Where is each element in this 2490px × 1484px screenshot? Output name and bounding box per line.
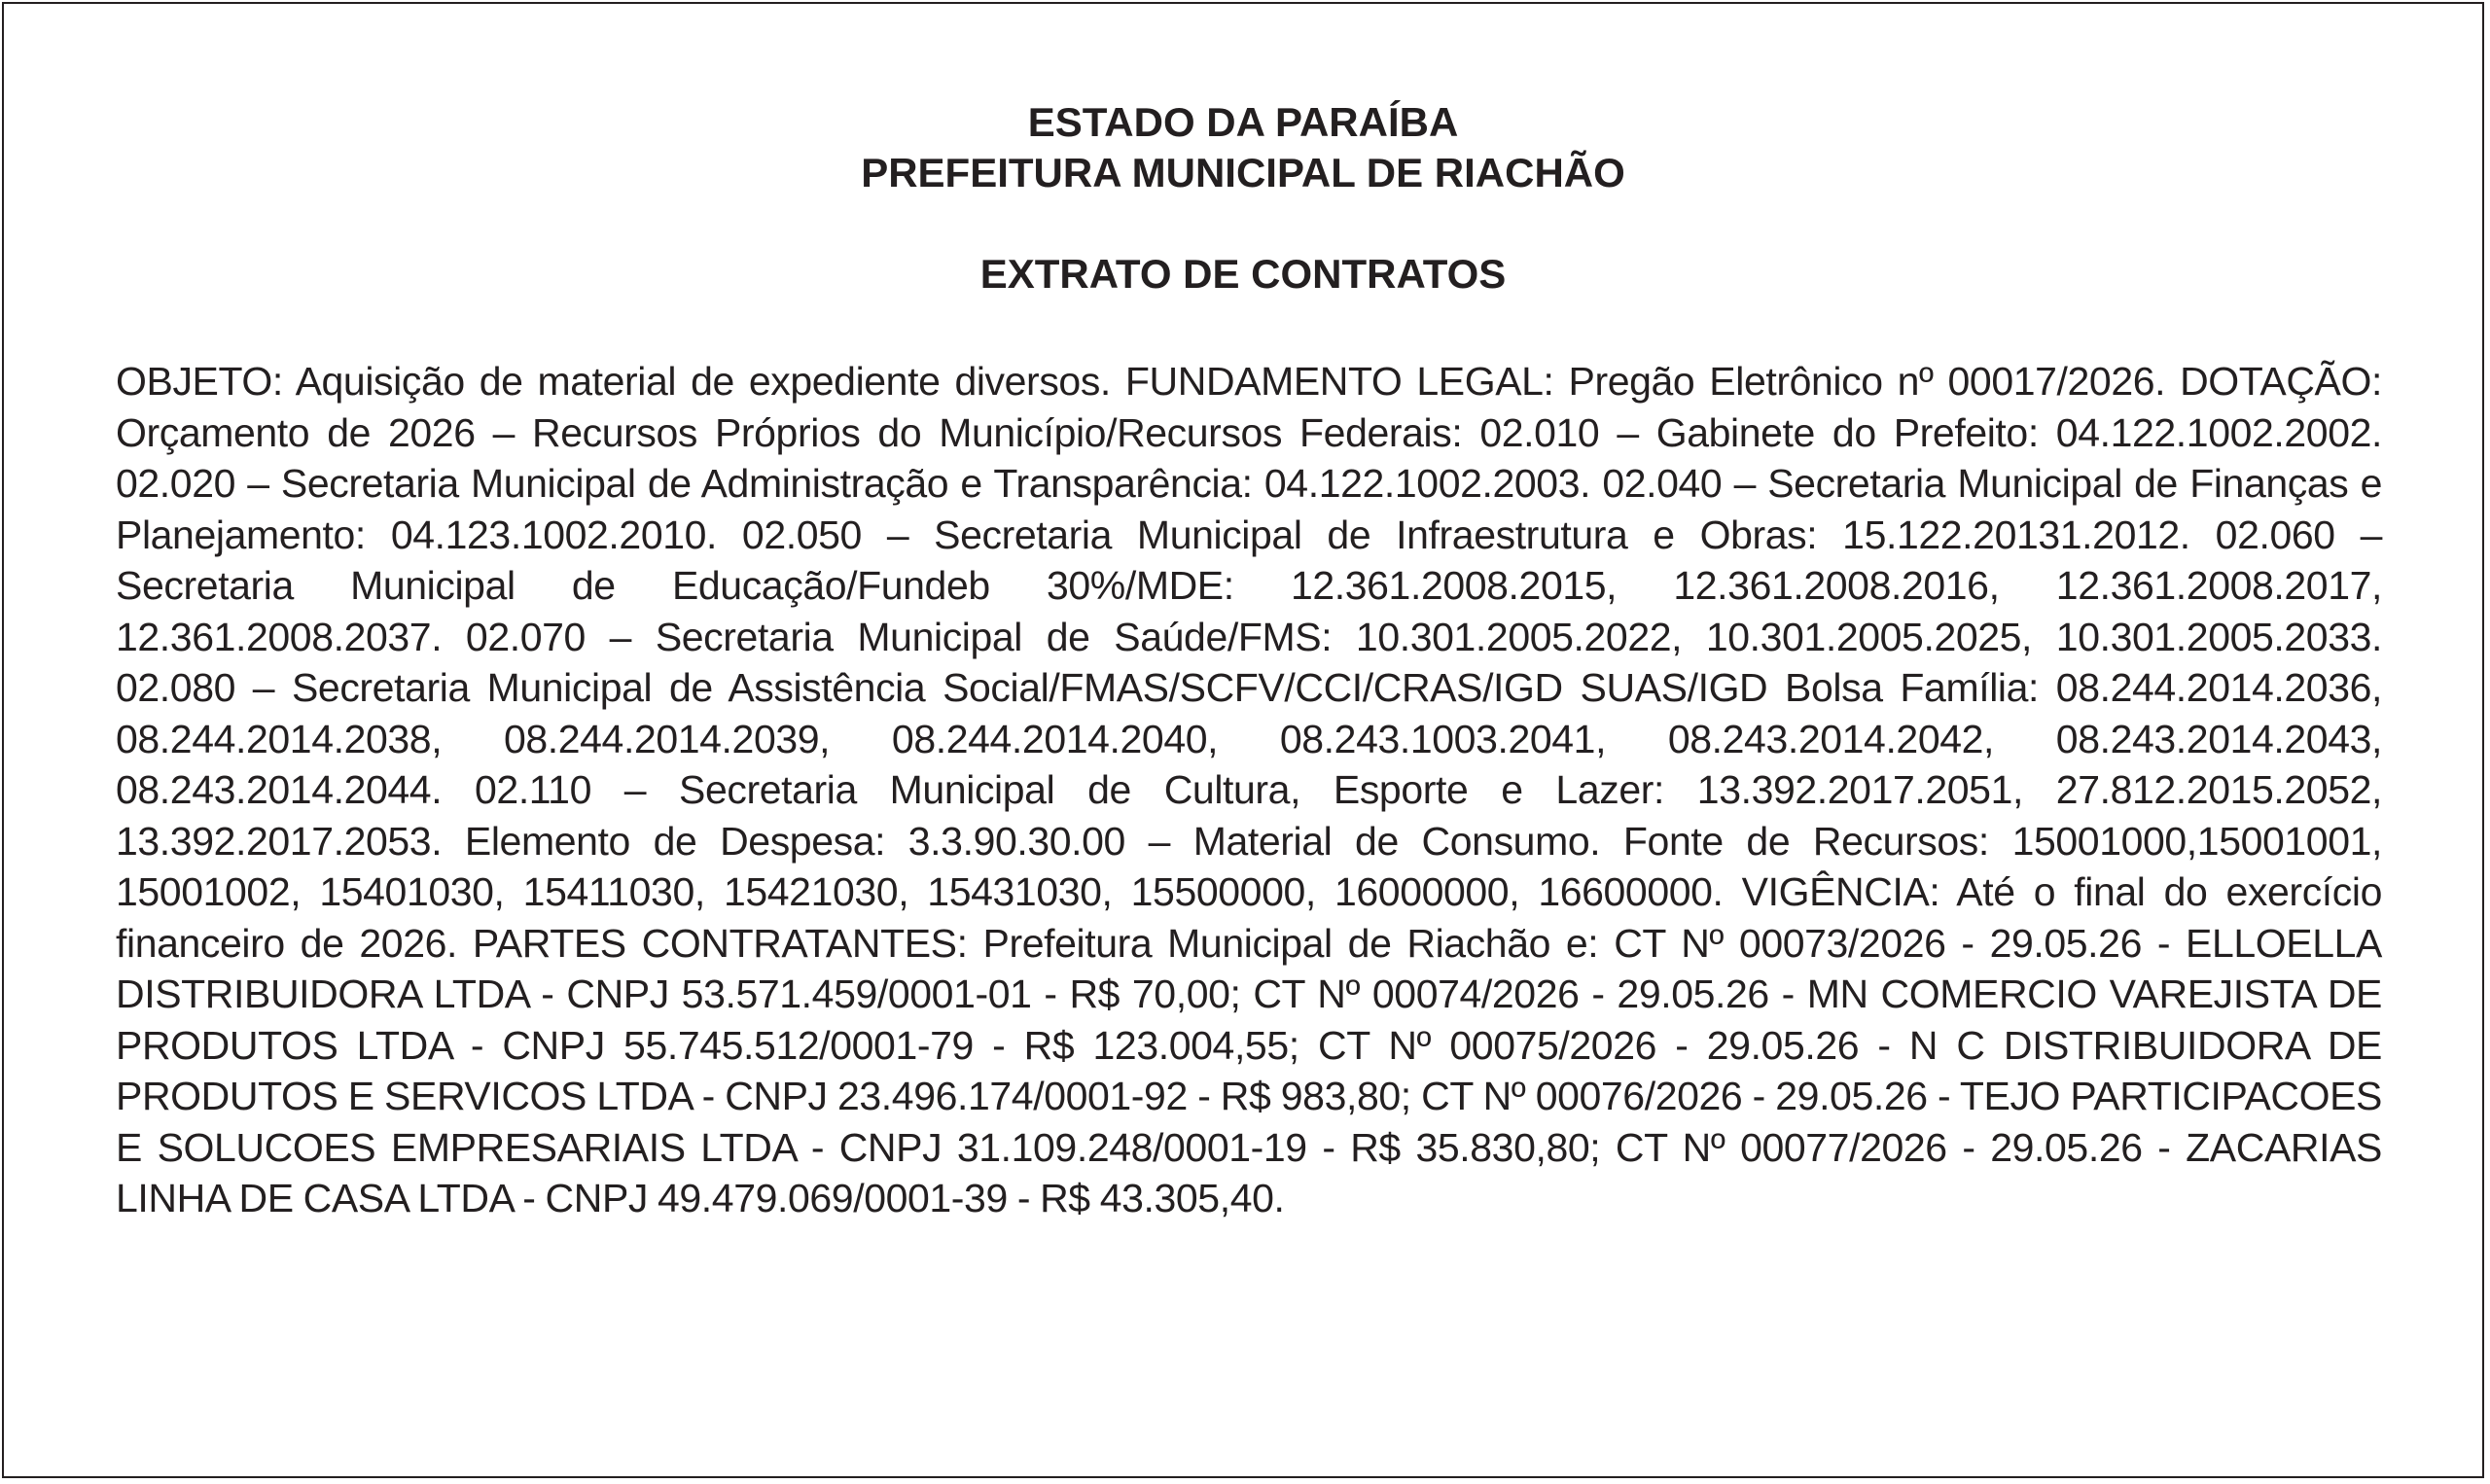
document-title: EXTRATO DE CONTRATOS [979, 251, 1507, 297]
header-state: ESTADO DA PARAÍBA [1027, 99, 1459, 145]
document-header [4, 97, 2482, 300]
header-municipality: PREFEITURA MUNICIPAL DE RIACHÃO [861, 150, 1625, 195]
document-frame [2, 2, 2484, 1478]
contract-extract-body: OBJETO: Aquisição de material de expediente diversos. FUNDAMENTO LEGAL: Pregão Eletrônico nº 00017/2026. DOTAÇÃO: Orçamento de 2026 – Recursos Próprios do Município/Recursos Federais: 02.010 – Gabinete do Prefeito: 04.122.1002.2002. 02.020 – Secretaria Municipal de Administração e Transparência: 04.122.1002.2003. 02.040 – Secretaria Municipal de Finanças e Planejamento: 04.123.1002.2010. 02.050 – Secretaria Municipal de Infraestrutura e Obras: 15.122.20131.2012. 02.060 – Secretaria Municipal de Educação/Fundeb 30%/MDE: 12.361.2008.2015, 12.361.2008.2016, 12.361.2008.2017, 12.361.2008.2037. 02.070 – Secretaria Municipal de Saúde/FMS: 10.301.2005.2022, 10.301.2005.2025, 10.301.2005.2033. 02.080 – Secretaria Municipal de Assistência Social/FMAS/SCFV/CCI/CRAS/IGD SUAS/IGD Bolsa Família: 08.244.2014.2036, 08.244.2014.2038, 08.244.2014.2039, 08.244.2014.2040, 08.243.1003.2041, 08.243.2014.2042, 08.243.2014.2043, 08.243.2014.2044. 02.110 – Secretaria Municipal de Cultura, Esporte e Lazer: 13.392.2017.2051, 27.812.2015.2052, 13.392.2017.2053. Elemento de Despesa: 3.3.90.30.00 – Material de Consumo. Fonte de Recursos: 15001000,15001001, 15001002, 15401030, 15411030, 15421030, 15431030, 15500000, 16000000, 16600000. VIGÊNCIA: Até o final do exercício financeiro de 2026. PARTES CONTRATANTES: Prefeitura Municipal de Riachão e: CT Nº 00073/2026 - 29.05.26 - ELLOELLA DISTRIBUIDORA LTDA - CNPJ 53.571.459/0001-01 - R$ 70,00; CT Nº 00074/2026 - 29.05.26 - MN COMERCIO VAREJISTA DE PRODUTOS LTDA - CNPJ 55.745.512/0001-79 - R$ 123.004,55; CT Nº 00075/2026 - 29.05.26 - N C DISTRIBUIDORA DE PRODUTOS E SERVICOS LTDA - CNPJ 23.496.174/0001-92 - R$ 983,80; CT Nº 00076/2026 - 29.05.26 - TEJO PARTICIPACOES E SOLUCOES EMPRESARIAIS LTDA - CNPJ 31.109.248/0001-19 - R$ 35.830,80; CT Nº 00077/2026 - 29.05.26 - ZACARIAS LINHA DE CASA LTDA - CNPJ 49.479.069/0001-39 - R$ 43.305,40. [116, 359, 2382, 1220]
